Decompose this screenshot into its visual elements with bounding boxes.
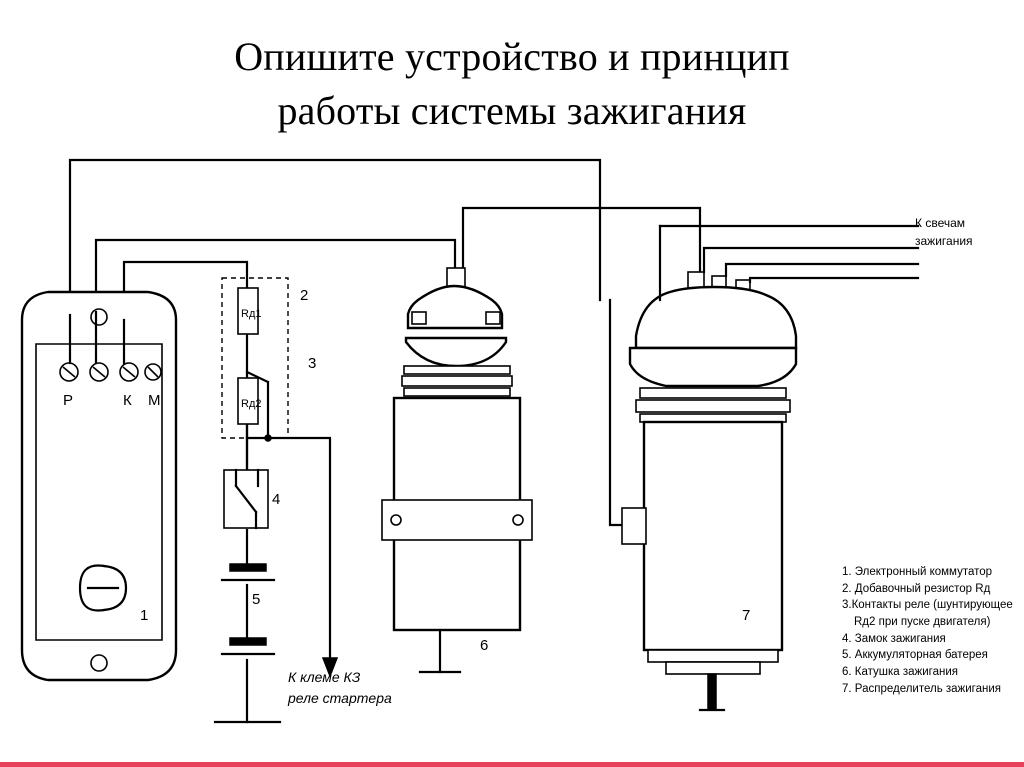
battery-plate-1-negative — [230, 564, 266, 571]
commutator-bottom-mount-hole — [91, 655, 107, 671]
page-title-line-2: работы системы зажигания — [277, 88, 747, 133]
callout-7: 7 — [742, 607, 751, 624]
callout-1: 1 — [140, 607, 149, 624]
component-ignition-switch — [224, 470, 268, 528]
legend-item-6: 6. Катушка зажигания — [842, 666, 958, 679]
footer-accent-bar — [0, 762, 1024, 767]
distributor-base-flange — [648, 650, 778, 662]
starter-relay-note — [288, 667, 392, 709]
resistor-label-rd2: Rд2 — [241, 398, 262, 410]
coil-ring-3 — [404, 388, 510, 396]
battery-plate-2-negative — [230, 638, 266, 645]
spark-plug-note — [915, 214, 973, 250]
commutator-inner-plate — [36, 344, 162, 640]
ht-lead-1 — [704, 248, 918, 272]
legend-item-4: 4. Замок зажигания — [842, 632, 946, 645]
legend-item-2: 2. Добавочный резистор Rд — [842, 582, 991, 595]
relay-contact-node — [265, 435, 271, 441]
legend-item-3-continuation: Rд2 при пуске двигателя) — [854, 616, 991, 629]
distributor-ring-3 — [640, 414, 786, 422]
spark-plug-note-line-2: зажигания — [915, 234, 973, 248]
starter-relay-note-line-1: К клеме КЗ — [288, 669, 361, 685]
component-ignition-coil — [382, 268, 532, 630]
callout-4: 4 — [272, 491, 281, 508]
coil-mounting-bracket — [382, 500, 532, 540]
legend-item-1: 1. Электронный коммутатор — [842, 566, 993, 578]
resistor-label-rd1: Rд1 — [241, 308, 262, 320]
coil-bracket-hole-left — [391, 515, 401, 525]
legend-item-5: 5. Аккумуляторная батерея — [842, 649, 988, 662]
distributor-base-collar — [666, 662, 760, 674]
coil-bracket-hole-right — [513, 515, 523, 525]
coil-cap-shoulder — [406, 338, 506, 366]
legend — [842, 564, 1022, 697]
legend-item-3: 3.Контакты реле (шунтирующее — [842, 599, 1013, 612]
distributor-ring-1 — [640, 388, 786, 398]
coil-terminal-left — [412, 312, 426, 324]
callout-2: 2 — [300, 287, 309, 304]
distributor-body — [644, 422, 782, 650]
component-additional-resistors — [222, 278, 288, 441]
callout-3: 3 — [308, 355, 317, 372]
callout-6: 6 — [480, 637, 489, 654]
ht-lead-2 — [726, 264, 918, 276]
ht-lead-3 — [750, 278, 918, 282]
coil-ring-1 — [404, 366, 510, 374]
distributor-ring-2 — [636, 400, 790, 412]
starter-relay-note-line-2: реле стартера — [288, 690, 392, 706]
terminal-label-k: К — [123, 392, 132, 409]
distributor-side-connector — [622, 508, 646, 544]
component-electronic-commutator — [22, 292, 176, 680]
commutator-top-mount-hole — [91, 309, 107, 325]
coil-ring-2 — [402, 376, 512, 386]
callout-5: 5 — [252, 591, 261, 608]
spark-plug-note-line-1: К свечам — [915, 216, 966, 230]
component-distributor — [622, 272, 796, 710]
terminal-label-m: М — [148, 392, 161, 409]
wire-coil-to-distributor — [463, 208, 700, 280]
legend-item-7: 7. Распределитель зажигания — [842, 682, 1002, 695]
distributor-cap-skirt — [630, 348, 796, 386]
terminal-label-p: Р — [63, 392, 74, 409]
coil-terminal-right — [486, 312, 500, 324]
distributor-drive-shaft — [708, 674, 716, 710]
page-title-line-1: Опишите устройство и принцип — [234, 34, 790, 79]
